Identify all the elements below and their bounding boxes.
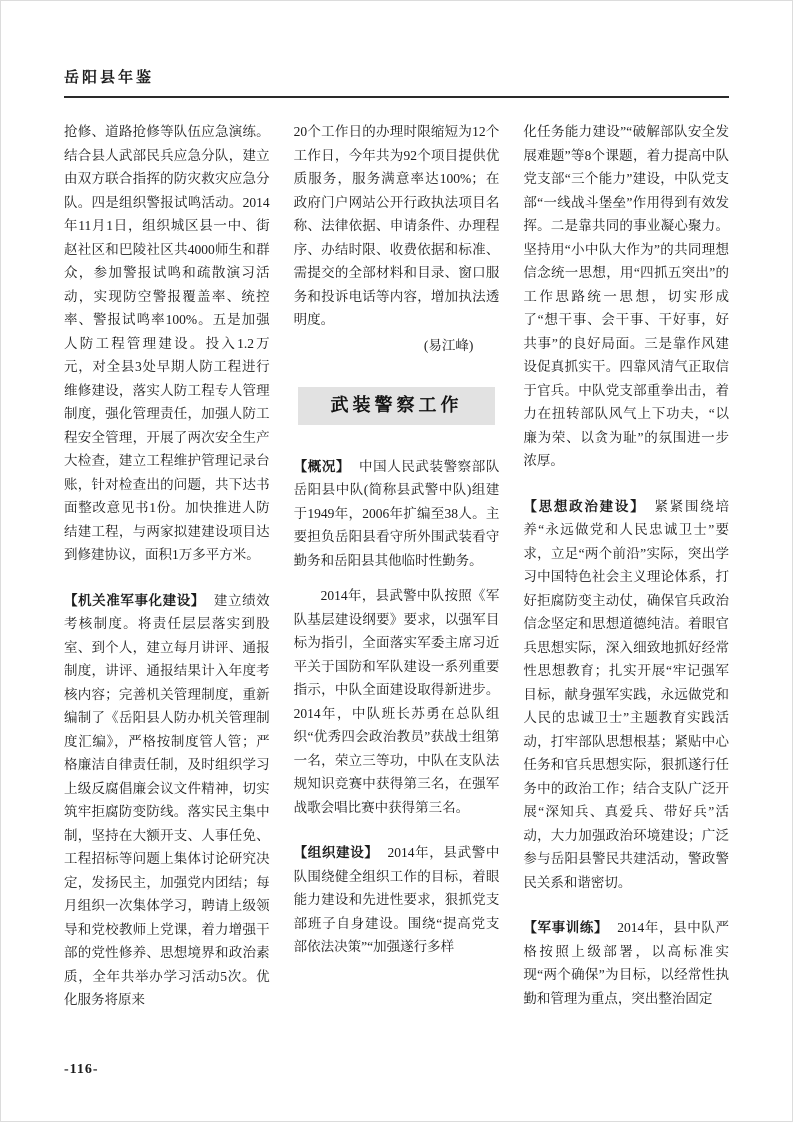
- entry-gaikuang: [294, 455, 500, 573]
- header-divider: [64, 96, 729, 98]
- column-1: [64, 120, 270, 1050]
- paragraph-continuation: 20个工作日的办理时限缩短为12个工作日，今年共为92个项目提供优质服务，服务满意率达100%；在政府门户网站公开行政执法项目名称、法律依据、申请条件、办理程序、办结时限、收费依据和标准、需提交的全部材料和目录、窗口服务和投诉电话等内容，增加执法透明度。: [293, 124, 500, 327]
- page-number: -116-: [64, 1062, 99, 1077]
- entry-zuzhi-jianshe: [294, 841, 500, 959]
- book-title: 岳阳县年鉴: [64, 69, 155, 86]
- page-header: [64, 66, 729, 90]
- entry-text: 紧紧围绕培养“永远做党和人民忠诚卫士”要求，立足“两个前沿”实际，突出学习中国特色社会主义理论体系，打好拒腐防变主动仗，确保官兵政治信念坚定和思想道德纯洁。着眼官兵思想实际，深入细致地抓好经常性思想教育；扎实开展“牢记强军目标，献身强军实践，永远做党和人民的忠诚卫士”主题教育实践活动，打牢部队思想根基；紧贴中心任务和官兵思想实际，狠抓遂行任务中的政治工作；结合支队广泛开展“深知兵、真爱兵、带好兵”活动，大力加强政治环境建设；广泛参与岳阳县警民共建活动，警政警民关系和谐密切。: [523, 498, 729, 890]
- entry-text: 2014年，县中队严格按照上级部署，以高标准实现“两个确保”为目标，以经常性执勤和管理为重点，突出整治固定: [523, 920, 729, 1006]
- author-signature: (易江峰): [423, 337, 474, 353]
- entry-title: 【概况】: [293, 458, 351, 474]
- entry-title: 【组织建设】: [293, 845, 379, 860]
- content-columns: [64, 120, 729, 1050]
- paragraph-continuation: 化任务能力建设”“破解部队安全发展难题”等8个课题，着力提高中队党支部“三个能力”建设，中队党支部“一线战斗堡垒”作用得到有效发挥。二是靠共同的事业凝心聚力。坚持用“小中队大作为”的共同理想信念统一思想，用“四抓五突出”的工作思路统一思想，切实形成了“想干事、会干事、干好事，好共事”的良好局面。三是靠作风建设促真抓实干。四靠风清气正取信于官兵。中队党支部重拳出击，着力在扭转部队风气上下功夫，“以廉为荣、以贪为耻”的氛围进一步浓厚。: [523, 124, 729, 468]
- entry-title: 【军事训练】: [523, 920, 609, 935]
- entry-text: 2014年，县武警中队围绕健全组织工作的目标，着眼能力建设和先进性要求，狠抓党支部班子自身建设。围绕“提高党支部依法决策”“加强遂行多样: [293, 845, 500, 954]
- column-2: [294, 120, 500, 1050]
- entry-title: 【思想政治建设】: [523, 498, 646, 514]
- column-3: [523, 120, 729, 1050]
- entry-text: 中国人民武装警察部队岳阳县中队(简称县武警中队)组建于1949年，2006年扩编至38人。主要担负岳阳县看守所外围武装看守勤务和岳阳县其他临时性勤务。: [293, 458, 500, 568]
- entry-jiguan-zhunjunshihua: [64, 589, 270, 1012]
- entry-junshi-xunlian: [523, 916, 729, 1010]
- paragraph-2014: 2014年，县武警中队按照《军队基层建设纲要》要求，以强军目标为指引，全面落实军委主席习近平关于国防和军队建设一系列重要指示，中队全面建设取得新进步。2014年，中队班长苏勇在总队组织“优秀四会政治教员”获战士组第一名，荣立三等功，中队在支队法规知识竞赛中获得第三名，在强军战歌会唱比赛中获得第三名。: [293, 588, 500, 815]
- entry-sixiang-zhengzhi: [523, 495, 729, 895]
- paragraph-continuation: 抢修、道路抢修等队伍应急演练。结合县人武部民兵应急分队，建立由双方联合指挥的防灾救灾应急分队。四是组织警报试鸣活动。2014年11月1日，组织城区县一中、街赵社区和巴陵社区共4000师生和群众，参加警报试鸣和疏散演习活动，实现防空警报覆盖率、统控率、警报试鸣率100%。五是加强人防工程管理建设。投入1.2万元，对全县3处早期人防工程进行维修建设，落实人防工程专人管理制度，强化管理责任，加强人防工程安全管理，开展了两次安全生产大检查，建立工程维护管理记录台账，针对检查出的问题，共下达书面整改意见书1份。加快推进人防结建工程，与两家拟建建设项目达到修建协议，面积1万多平方米。: [64, 124, 270, 562]
- entry-title: 【机关准军事化建设】: [64, 592, 205, 608]
- section-header-wuzhuang-jingcha: 武装警察工作: [298, 387, 496, 425]
- entry-text: 建立绩效考核制度。将责任层层落实到股室、到个人，建立每月讲评、通报制度，讲评、通报结果计入年度考核内容；完善机关管理制度，重新编制了《岳阳县人防办机关管理制度汇编》，严格按制度管人管；严格廉洁自律责任制，及时组织学习上级反腐倡廉会议文件精神，切实筑牢拒腐防变防线。落实民主集中制，坚持在大额开支、人事任免、工程招标等问题上集体讨论研究决定，发扬民主，加强党内团结；每月组织一次集体学习，聘请上级领导和党校教师上党课，着力增强干部的党性修养、思想境界和政治素质，全年共举办学习活动5次。优化服务将原来: [64, 592, 270, 1007]
